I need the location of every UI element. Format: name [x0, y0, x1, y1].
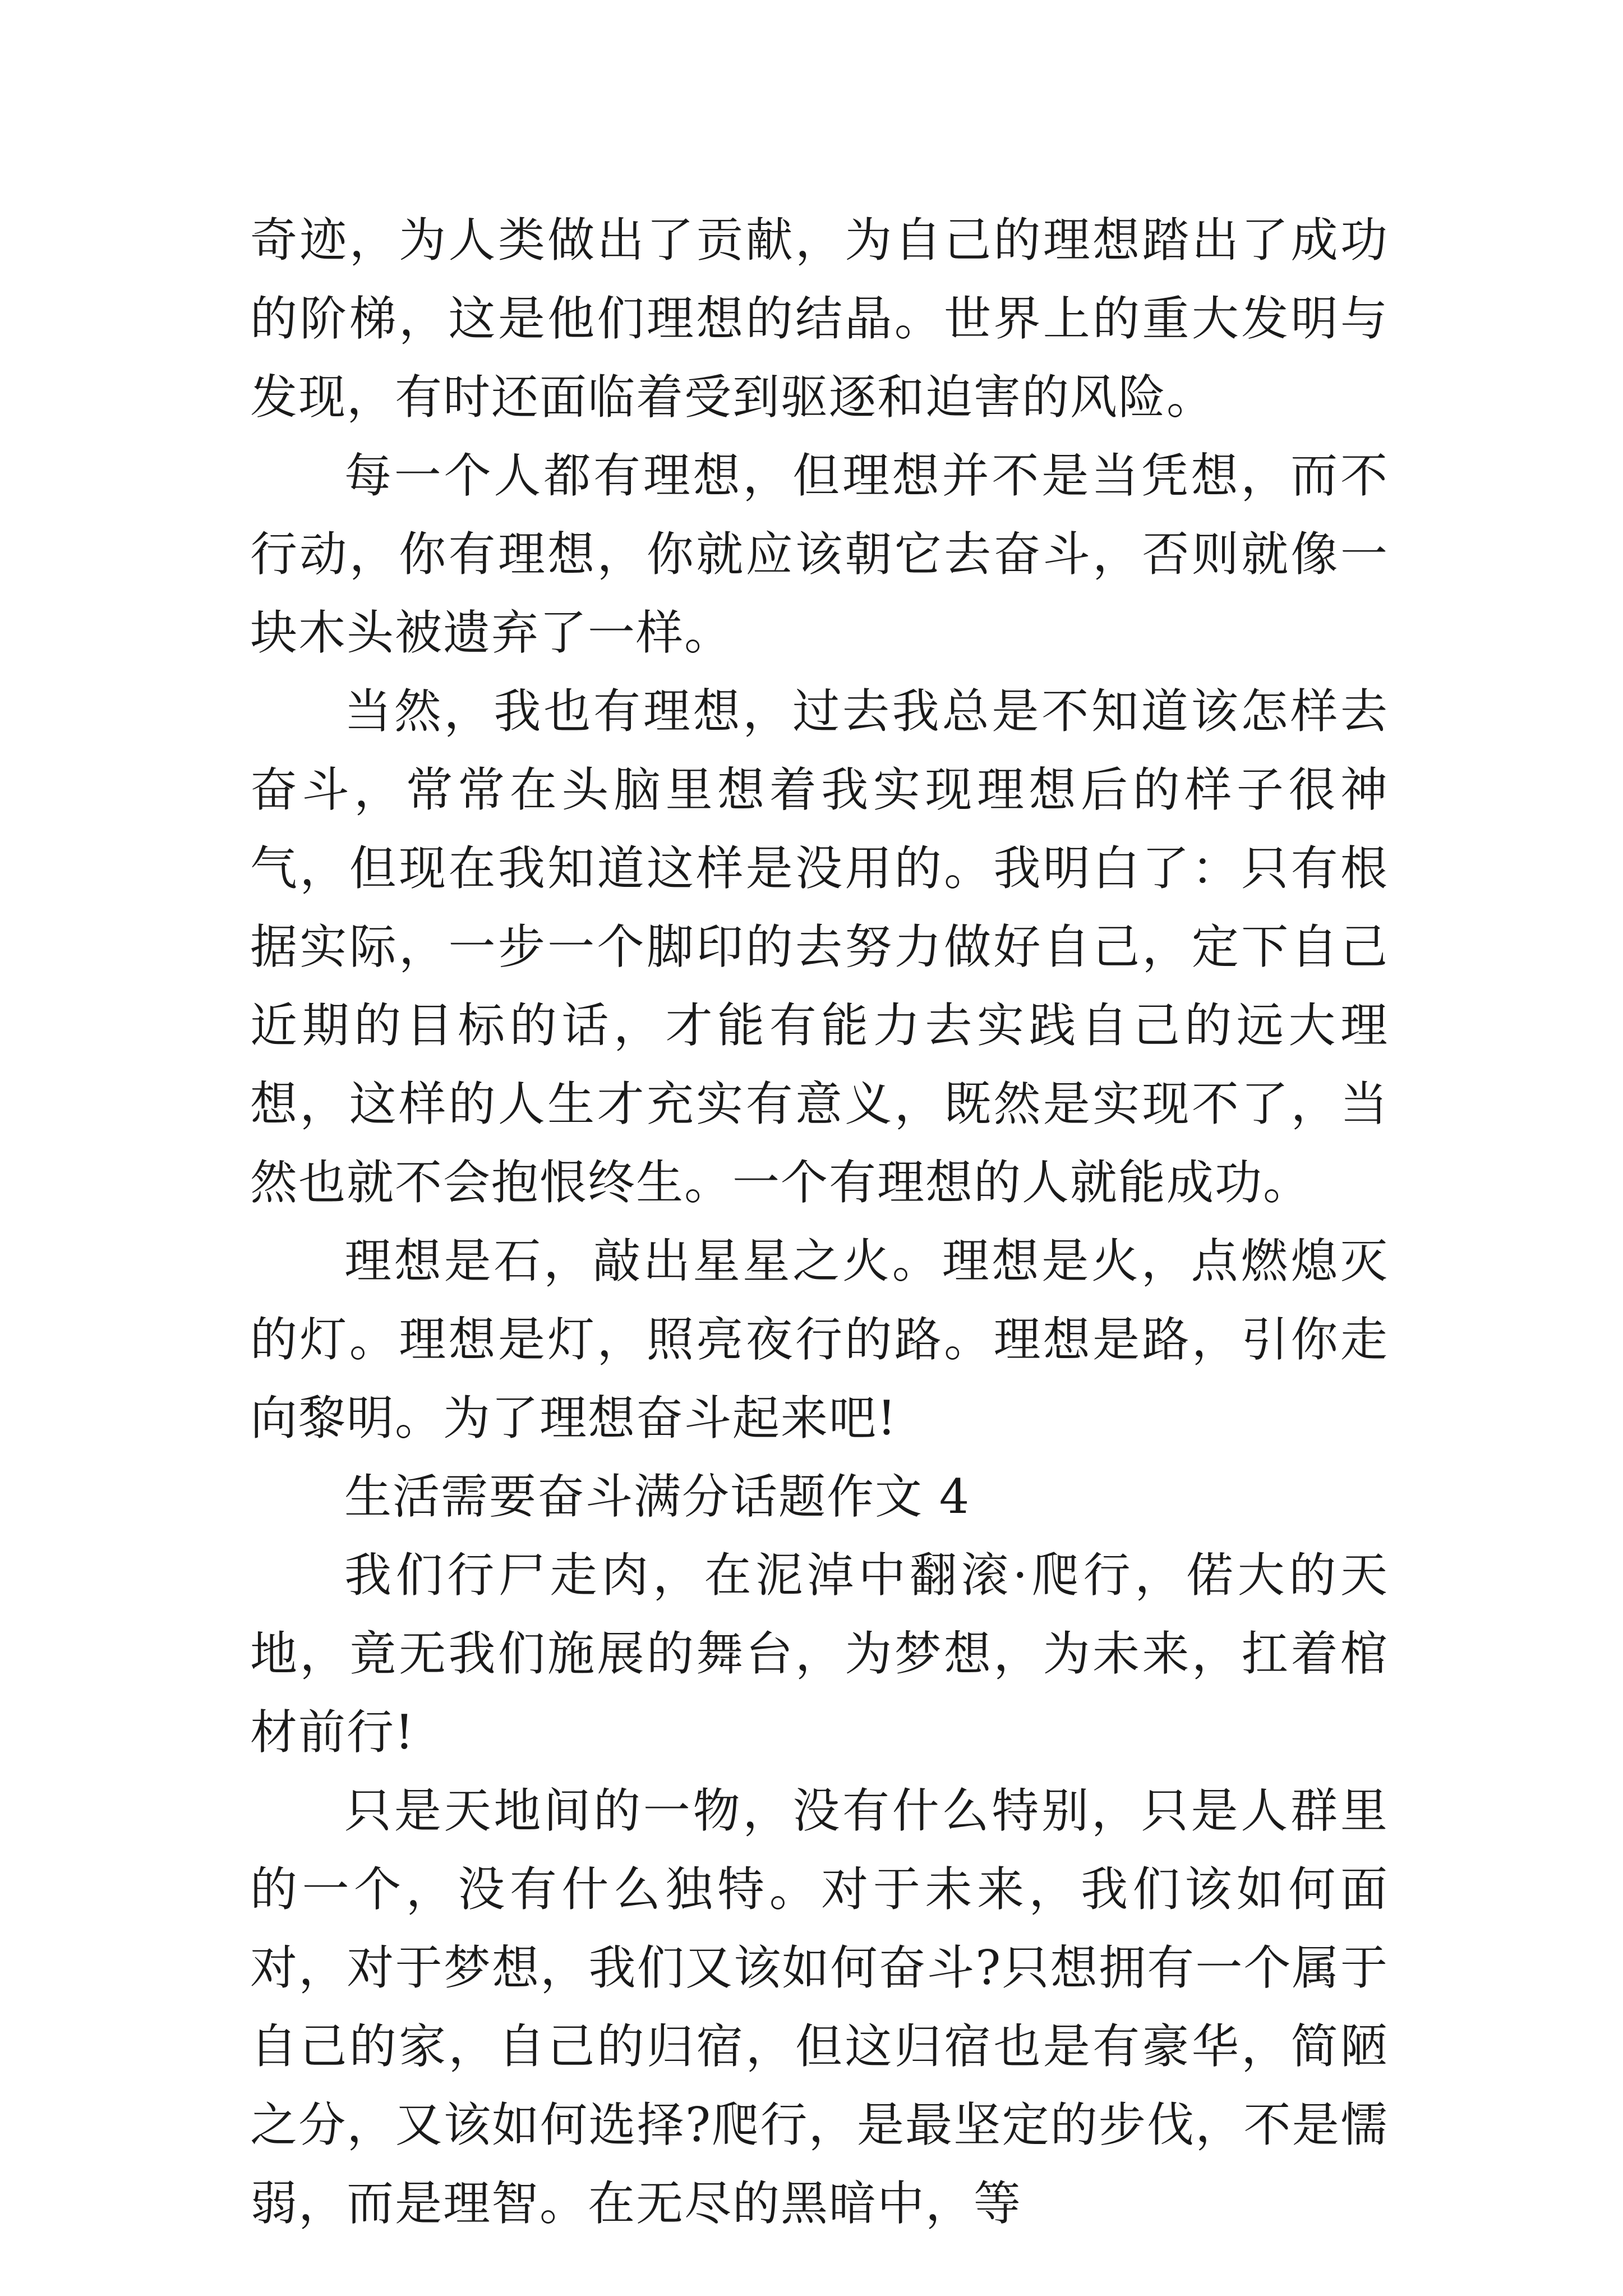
- paragraph: 我们行尸走肉，在泥淖中翻滚·爬行，偌大的天地，竟无我们施展的舞台，为梦想，为未来，扛着棺材前行!: [250, 1548, 1389, 1760]
- paragraph: 只是天地间的一物，没有什么特别，只是人群里的一个，没有什么独特。对于未来，我们该如何面对，对于梦想，我们又该如何奋斗?只想拥有一个属于自己的家，自己的归宿，但这归宿也是有豪华，简陋之分，又该如何选择?爬行，是最坚定的步伐，不是懦弱，而是理智。在无尽的黑暗中，等: [250, 1783, 1389, 2231]
- paragraph-continued: 奇迹，为人类做出了贡献，为自己的理想踏出了成功的阶梯，这是他们理想的结晶。世界上的重大发明与发现，有时还面临着受到驱逐和迫害的风险。: [250, 213, 1389, 425]
- document-body: [250, 201, 1389, 2243]
- paragraph: 当然，我也有理想，过去我总是不知道该怎样去奋斗，常常在头脑里想着我实现理想后的样子很神气，但现在我知道这样是没用的。我明白了：只有根据实际，一步一个脚印的去努力做好自己，定下自己近期的目标的话，才能有能力去实践自己的远大理想，这样的人生才充实有意义，既然是实现不了，当然也就不会抱恨终生。一个有理想的人就能成功。: [250, 684, 1389, 1210]
- paragraph: 每一个人都有理想，但理想并不是当凭想，而不行动，你有理想，你就应该朝它去奋斗，否则就像一块木头被遗弃了一样。: [250, 448, 1389, 660]
- section-heading: 生活需要奋斗满分话题作文 4: [344, 1469, 971, 1524]
- paragraph: 理想是石，敲出星星之火。理想是火，点燃熄灭的灯。理想是灯，照亮夜行的路。理想是路，引你走向黎明。为了理想奋斗起来吧!: [250, 1234, 1389, 1446]
